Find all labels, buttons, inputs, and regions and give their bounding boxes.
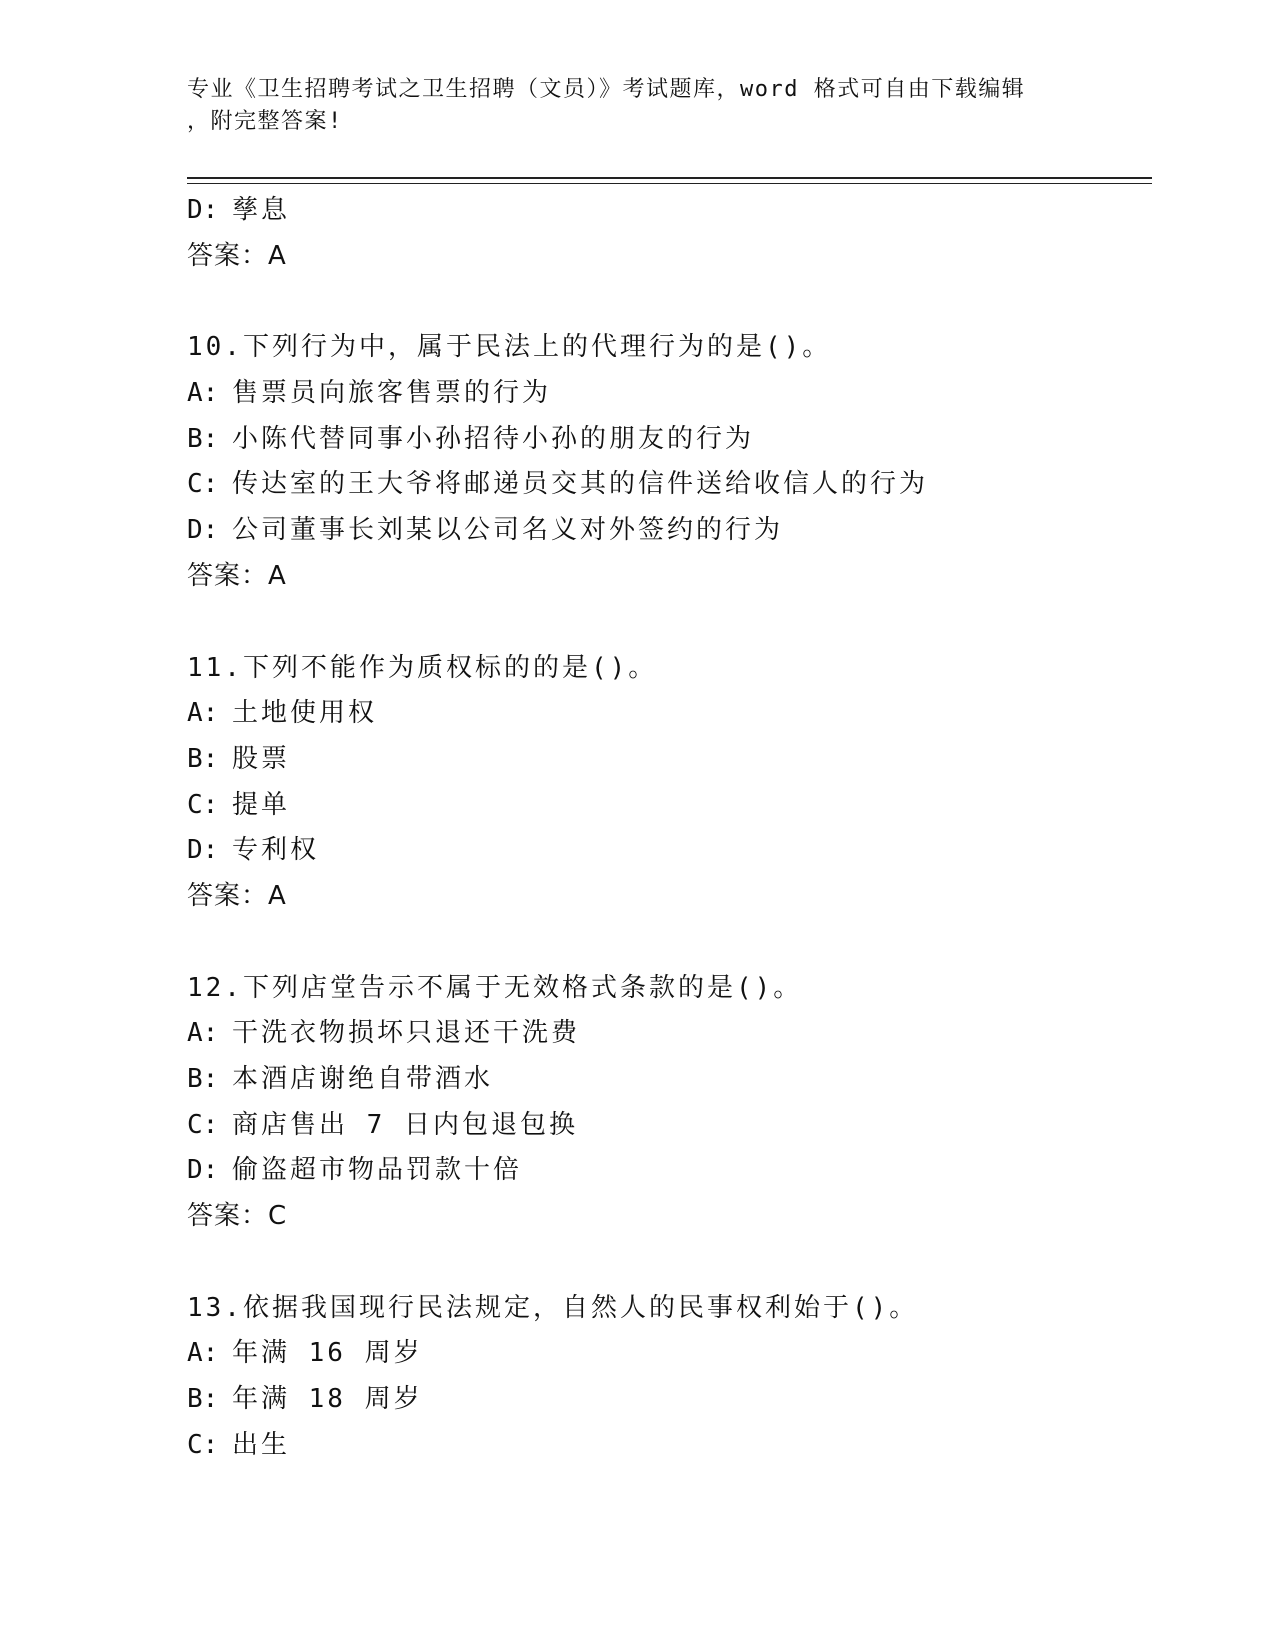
answer-line: 答案：A [187, 240, 287, 271]
question-stem: 13.依据我国现行民法规定，自然人的民事权利始于()。 [187, 1292, 919, 1323]
option-key: D: [187, 835, 219, 866]
option-a [187, 371, 1152, 417]
option-c [187, 783, 1152, 829]
option-text: 售票员向旅客售票的行为 [232, 378, 552, 409]
option-c [187, 1103, 1152, 1149]
answer-line: 答案：C [187, 1201, 288, 1232]
option-b [187, 737, 1152, 783]
option-key: B: [187, 1384, 219, 1415]
option-key: B: [187, 743, 219, 774]
header-line-1: 专业《卫生招聘考试之卫生招聘（文员）》考试题库，word 格式可自由下载编辑 [187, 77, 1026, 102]
question-list [187, 188, 1152, 1469]
option-a [187, 1011, 1152, 1057]
option-key: C: [187, 469, 219, 500]
option-text: 出生 [232, 1429, 291, 1460]
option-b [187, 1057, 1152, 1103]
option-text: 本酒店谢绝自带酒水 [232, 1064, 494, 1094]
header-line-2: ，附完整答案! [187, 109, 343, 134]
option-d [187, 1148, 1152, 1194]
option-text: 孳息 [232, 195, 291, 225]
spacer [187, 600, 1152, 646]
option-key: B: [187, 1064, 219, 1094]
option-c [187, 1423, 1152, 1469]
option-key: D: [187, 195, 219, 225]
option-a [187, 691, 1152, 737]
option-key: A: [187, 1338, 219, 1369]
option-c [187, 462, 1152, 508]
option-text: 商店售出 7 日内包退包换 [232, 1109, 578, 1140]
option-text: 股票 [232, 743, 291, 774]
header-divider-thin [187, 183, 1152, 184]
option-text: 干洗衣物损坏只退还干洗费 [232, 1018, 581, 1049]
header-divider-thick [187, 177, 1152, 179]
option-text: 小陈代替同事小孙招待小孙的朋友的行为 [232, 423, 755, 454]
option-text: 传达室的王大爷将邮递员交其的信件送给收信人的行为 [232, 469, 929, 500]
option-b [187, 417, 1152, 463]
spacer [187, 279, 1152, 325]
question-stem: 12.下列店堂告示不属于无效格式条款的是()。 [187, 972, 803, 1003]
option-text: 土地使用权 [232, 698, 378, 729]
option-text: 公司董事长刘某以公司名义对外签约的行为 [232, 515, 784, 546]
option-d [187, 188, 1152, 234]
option-text: 年满 18 周岁 [232, 1384, 423, 1415]
option-text: 偷盗超市物品罚款十倍 [232, 1155, 523, 1186]
option-key: D: [187, 515, 219, 546]
option-key: C: [187, 1109, 219, 1140]
option-text: 提单 [232, 789, 291, 820]
option-key: A: [187, 698, 219, 729]
option-d [187, 828, 1152, 874]
option-a [187, 1331, 1152, 1377]
spacer [187, 1240, 1152, 1286]
spacer [187, 920, 1152, 966]
option-key: D: [187, 1155, 219, 1186]
question-stem: 11.下列不能作为质权标的的是()。 [187, 652, 658, 683]
answer-line: 答案：A [187, 560, 287, 591]
option-key: B: [187, 423, 219, 454]
option-text: 专利权 [232, 835, 320, 866]
option-key: A: [187, 378, 219, 409]
option-text: 年满 16 周岁 [232, 1338, 423, 1369]
option-b [187, 1377, 1152, 1423]
option-key: A: [187, 1018, 219, 1049]
option-d [187, 508, 1152, 554]
document-header [187, 74, 1087, 138]
question-stem: 10.下列行为中，属于民法上的代理行为的是()。 [187, 332, 832, 363]
answer-line: 答案：A [187, 880, 287, 911]
option-key: C: [187, 1429, 219, 1460]
option-key: C: [187, 789, 219, 820]
